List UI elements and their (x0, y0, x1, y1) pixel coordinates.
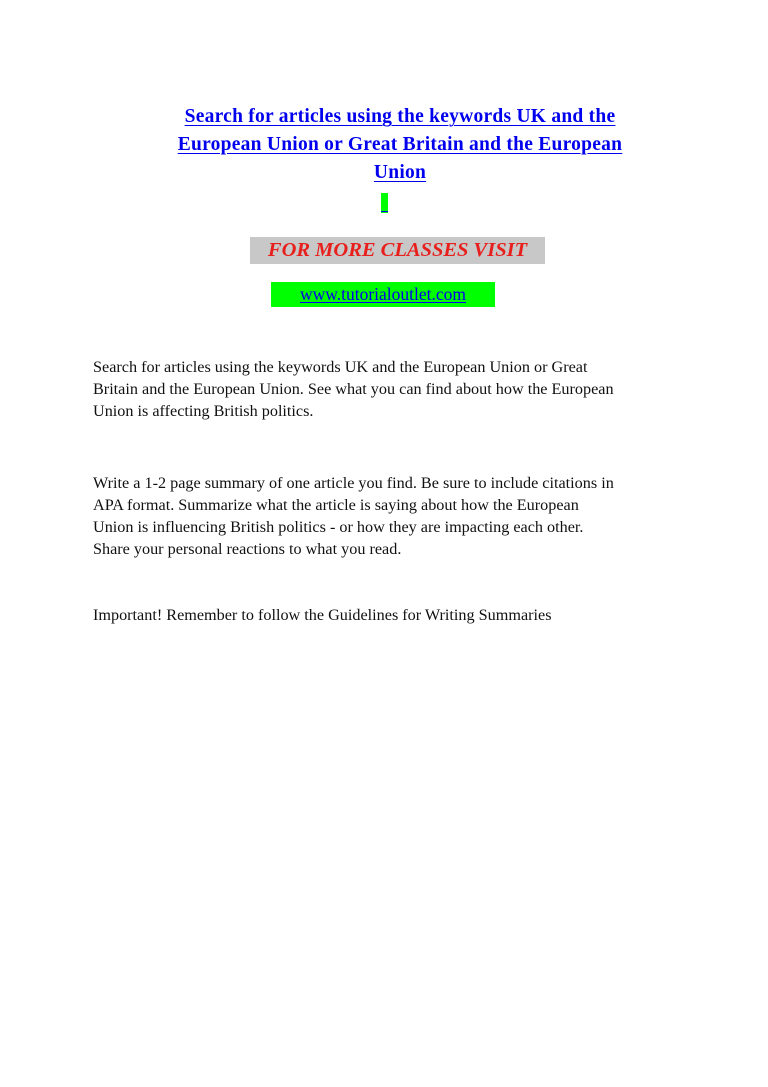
paragraph-line: Write a 1-2 page summary of one article you find. Be sure to include citations in (93, 474, 614, 492)
paragraph-important-note (93, 604, 693, 626)
title-line-1: Search for articles using the keywords UK and the (184, 106, 616, 127)
promo-link-highlight (271, 282, 495, 307)
paragraph-line: Britain and the European Union. See what you can find about how the European (93, 380, 614, 398)
paragraph-line: Share your personal reactions to what you read. (93, 540, 402, 558)
paragraph-line: Search for articles using the keywords UK and the European Union or Great (93, 358, 588, 376)
title-line-2: European Union or Great Britain and the European (177, 134, 623, 155)
paragraph-line: Important! Remember to follow the Guidelines for Writing Summaries (93, 606, 552, 624)
paragraph-instructions (93, 356, 693, 422)
title-line-3: Union (373, 162, 427, 183)
paragraph-line: Union is influencing British politics - or how they are impacting each other. (93, 518, 584, 536)
paragraph-line: APA format. Summarize what the article is saying about how the European (93, 496, 579, 514)
highlight-marker (381, 193, 388, 213)
tutorialoutlet-link[interactable]: www.tutorialoutlet.com (299, 284, 467, 304)
document-title (100, 103, 700, 187)
paragraph-line: Union is affecting British politics. (93, 402, 314, 420)
paragraph-summary-task (93, 472, 693, 560)
promo-visit-banner: FOR MORE CLASSES VISIT (250, 237, 545, 264)
